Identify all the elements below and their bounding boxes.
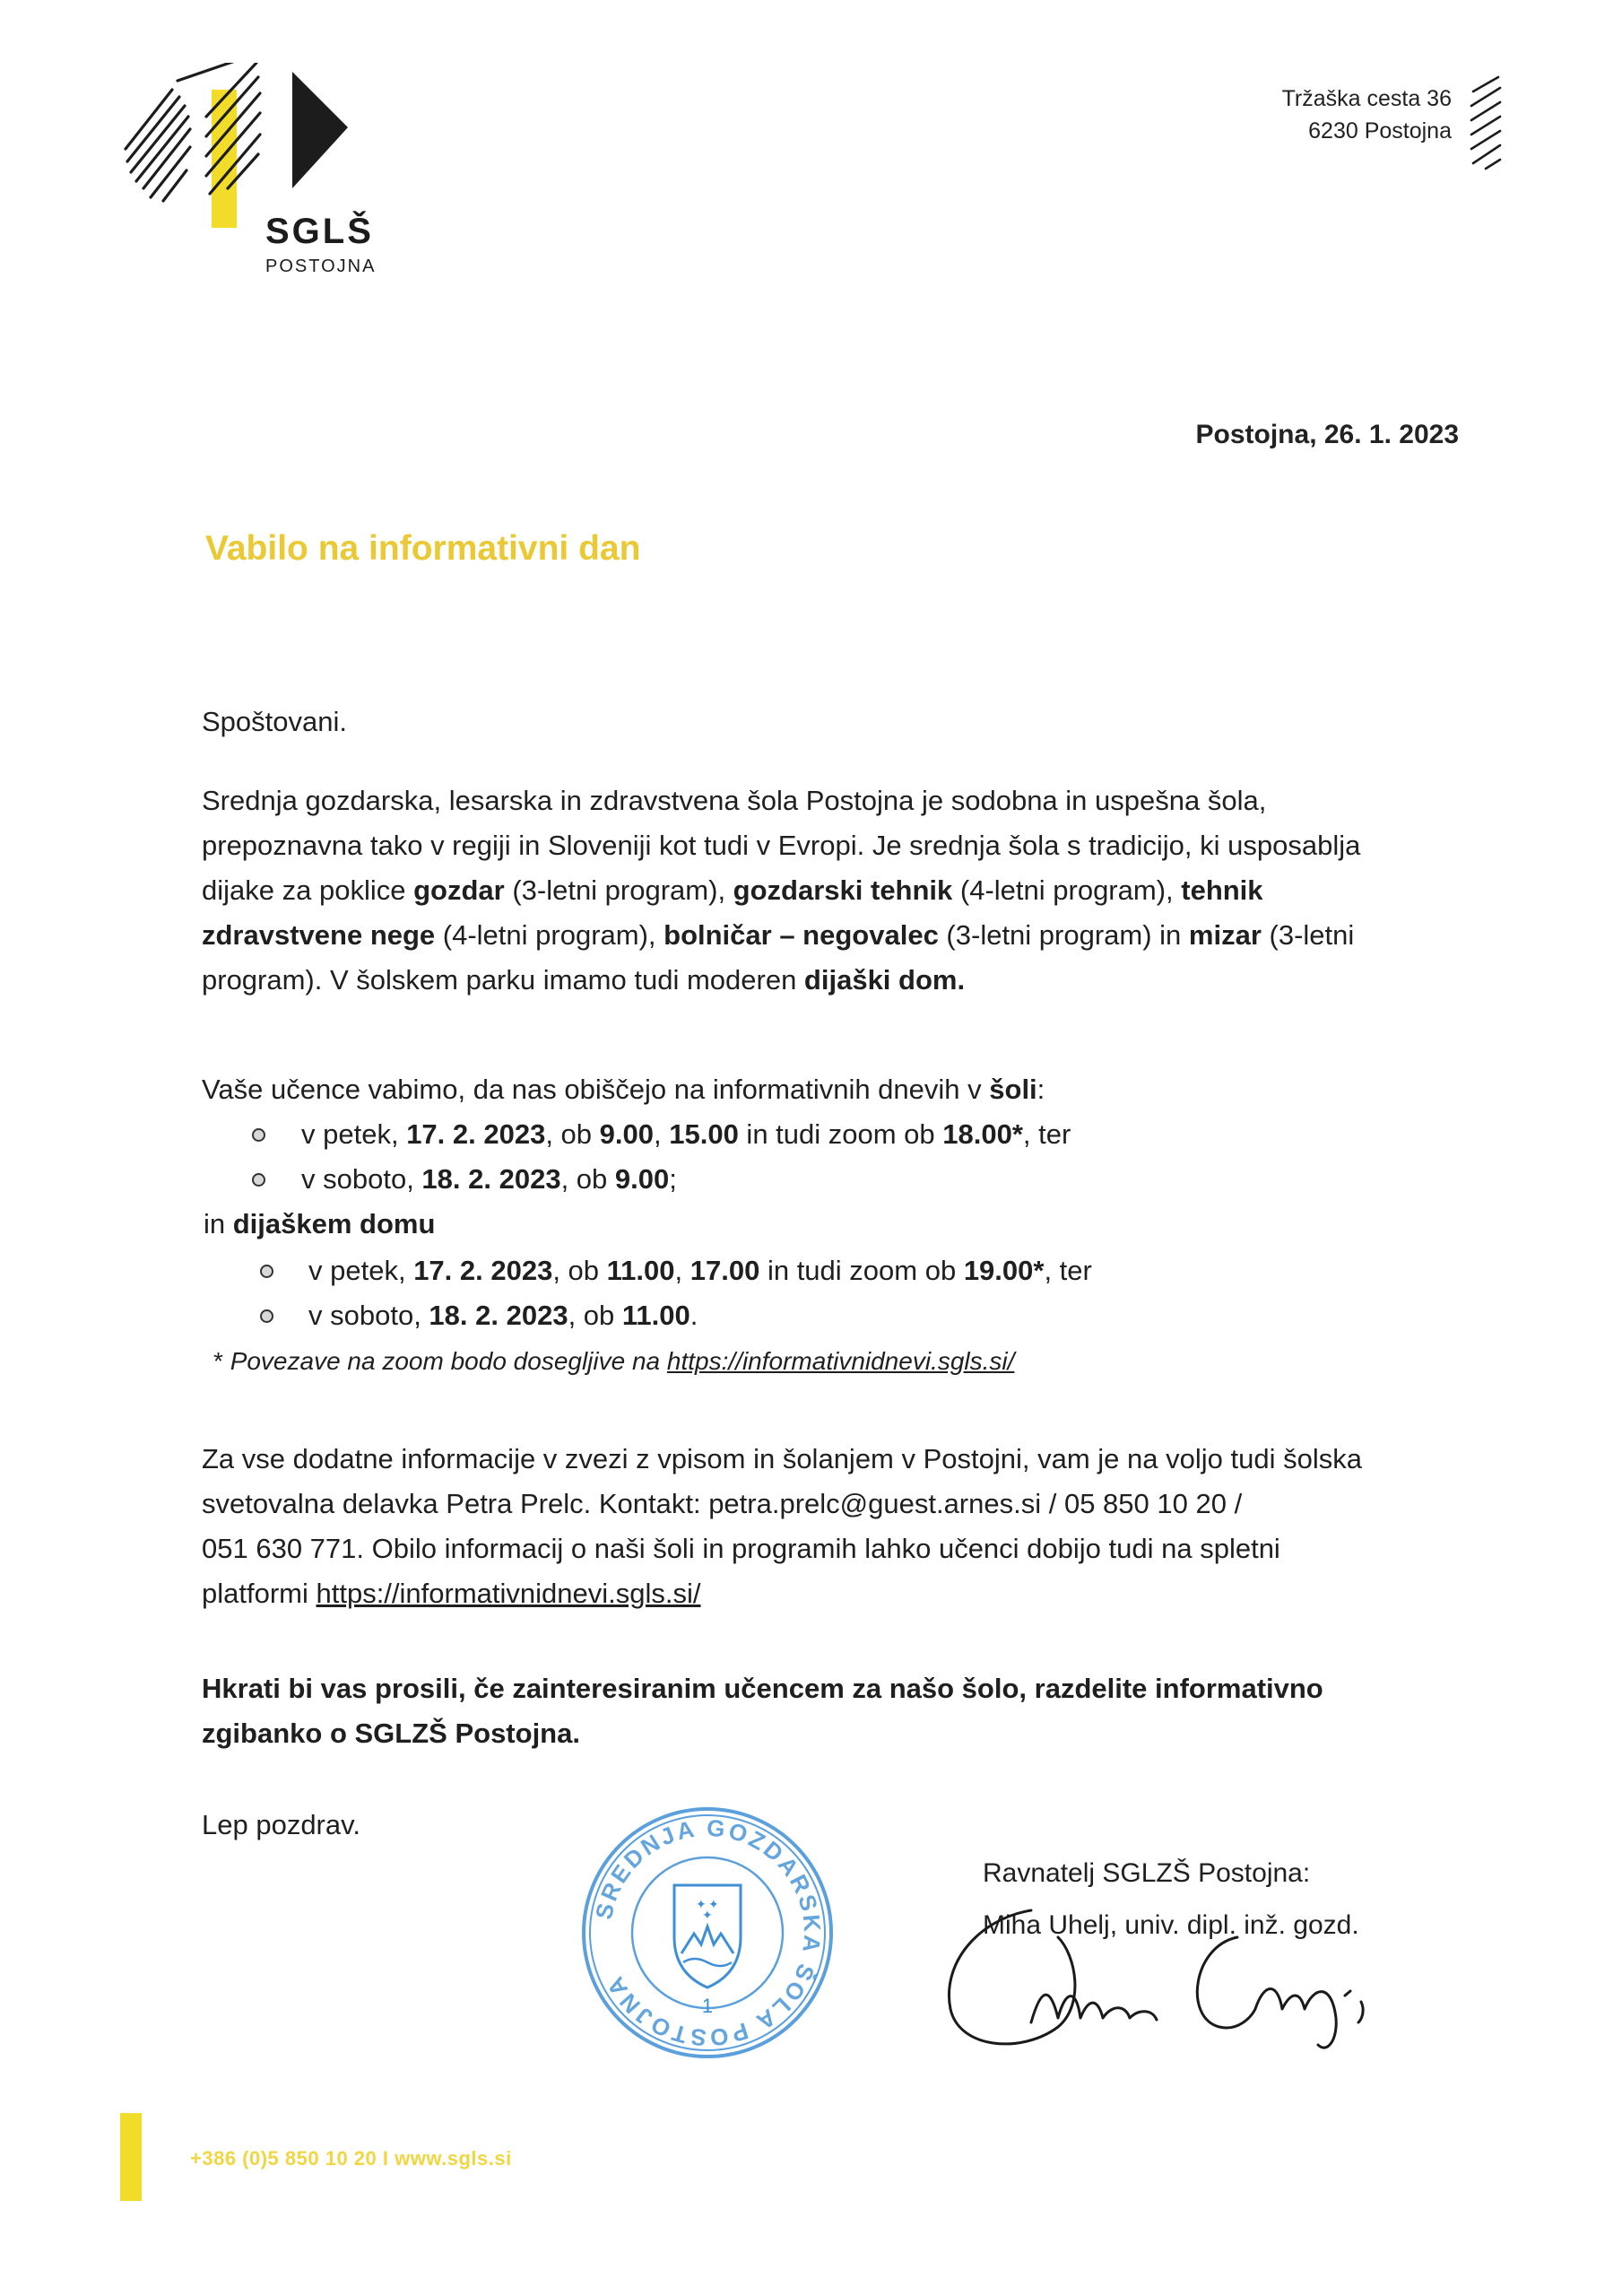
para3-line: Za vse dodatne informacije v zvezi z vpisom in šolanjem v Postojni, vam je na voljo tudi šolska xyxy=(202,1443,1362,1474)
intro-paragraph xyxy=(202,778,1475,1003)
bullet-dot-icon xyxy=(252,1173,265,1187)
director-name: Miha Uhelj, univ. dipl. inž. gozd. xyxy=(983,1910,1359,1940)
para1-line: prepoznavna tako v regiji in Sloveniji kot tudi v Evropi. Je srednja šola s tradicijo, ki usposablja xyxy=(202,830,1361,861)
svg-text:✦: ✦ xyxy=(708,1897,719,1911)
logo-name: SGLŠ xyxy=(265,212,374,251)
para3-line: svetovalna delavka Petra Prelc. Kontakt: petra.prelc@guest.arnes.si / 05 850 10 20 / xyxy=(202,1488,1243,1519)
school-saturday-item: v soboto, 18. 2. 2023, ob 9.00; xyxy=(301,1163,677,1195)
stamp-text: SREDNJA GOZDARSKA ŠOLA POSTOJNA xyxy=(589,1813,827,2052)
bullet-dot-icon xyxy=(252,1128,265,1142)
para1-line: program). V šolskem parku imamo tudi moderen dijaški dom. xyxy=(202,964,966,996)
address-city: 6230 Postojna xyxy=(1308,118,1452,144)
letter-title: Vabilo na informativni dan xyxy=(205,529,641,568)
logo-stripes xyxy=(126,63,260,201)
logo-subtitle: POSTOJNA xyxy=(265,257,377,276)
footer-contact: +386 (0)5 850 10 20 I www.sgls.si xyxy=(190,2147,512,2170)
para3-line: platformi https://informativnidnevi.sgls.si/ xyxy=(202,1578,701,1609)
salutation: Spoštovani. xyxy=(202,706,347,737)
logo-play-triangle xyxy=(292,72,348,188)
logo-yellow-bar xyxy=(212,90,237,228)
svg-text:✦: ✦ xyxy=(696,1897,707,1911)
stamp-number: 1 xyxy=(701,1995,714,2017)
zoom-footnote: * Povezave na zoom bodo dosegljive na https://informativnidnevi.sgls.si/ xyxy=(213,1347,1015,1375)
dorm-friday-item: v petek, 17. 2. 2023, ob 11.00, 17.00 in tudi zoom ob 19.00*, ter xyxy=(308,1255,1092,1286)
para1-line: dijake za poklice gozdar (3-letni program), gozdarski tehnik (4-letni program), tehnik xyxy=(202,874,1263,906)
svg-text:✦: ✦ xyxy=(702,1908,713,1922)
director-title: Ravnatelj SGLZŠ Postojna: xyxy=(983,1858,1311,1888)
platform-link[interactable]: https://informativnidnevi.sgls.si/ xyxy=(316,1578,701,1609)
school-logo xyxy=(124,63,366,287)
slovenia-coat-of-arms-icon xyxy=(674,1885,741,1987)
para4-line: zgibanko o SGLZŠ Postojna. xyxy=(202,1718,580,1749)
school-friday-item: v petek, 17. 2. 2023, ob 9.00, 15.00 in tudi zoom ob 18.00*, ter xyxy=(301,1118,1071,1150)
address-stripes-icon xyxy=(1468,75,1505,170)
official-stamp xyxy=(577,1803,837,2063)
para1-line: Srednja gozdarska, lesarska in zdravstvena šola Postojna je sodobna in uspešna šola, xyxy=(202,785,1267,816)
handwritten-signature xyxy=(924,1883,1426,2063)
invite-intro: Vaše učence vabimo, da nas obiščejo na informativnih dnevih v šoli: xyxy=(202,1074,1045,1105)
address-street: Tržaška cesta 36 xyxy=(1281,86,1452,111)
closing-greeting: Lep pozdrav. xyxy=(202,1809,360,1840)
request-paragraph xyxy=(202,1666,1475,1756)
bullet-dot-icon xyxy=(260,1265,273,1278)
zoom-link[interactable]: https://informativnidnevi.sgls.si/ xyxy=(666,1347,1015,1375)
dorm-saturday-item: v soboto, 18. 2. 2023, ob 11.00. xyxy=(308,1300,698,1331)
para1-line: zdravstvene nege (4-letni program), bolničar – negovalec (3-letni program) in mizar (3-letni xyxy=(202,919,1355,951)
contact-paragraph xyxy=(202,1437,1475,1616)
footer-accent-bar xyxy=(120,2113,142,2201)
para3-line: 051 630 771. Obilo informacij o naši šoli in programih lahko učenci dobijo tudi na spletni xyxy=(202,1533,1280,1564)
para4-line: Hkrati bi vas prosili, če zainteresiranim učencem za našo šolo, razdelite informativno xyxy=(202,1673,1323,1704)
school-address xyxy=(1282,83,1452,147)
letter-date: Postojna, 26. 1. 2023 xyxy=(1195,420,1459,449)
bullet-dot-icon xyxy=(260,1309,273,1323)
dorm-heading: in dijaškem domu xyxy=(204,1208,436,1239)
